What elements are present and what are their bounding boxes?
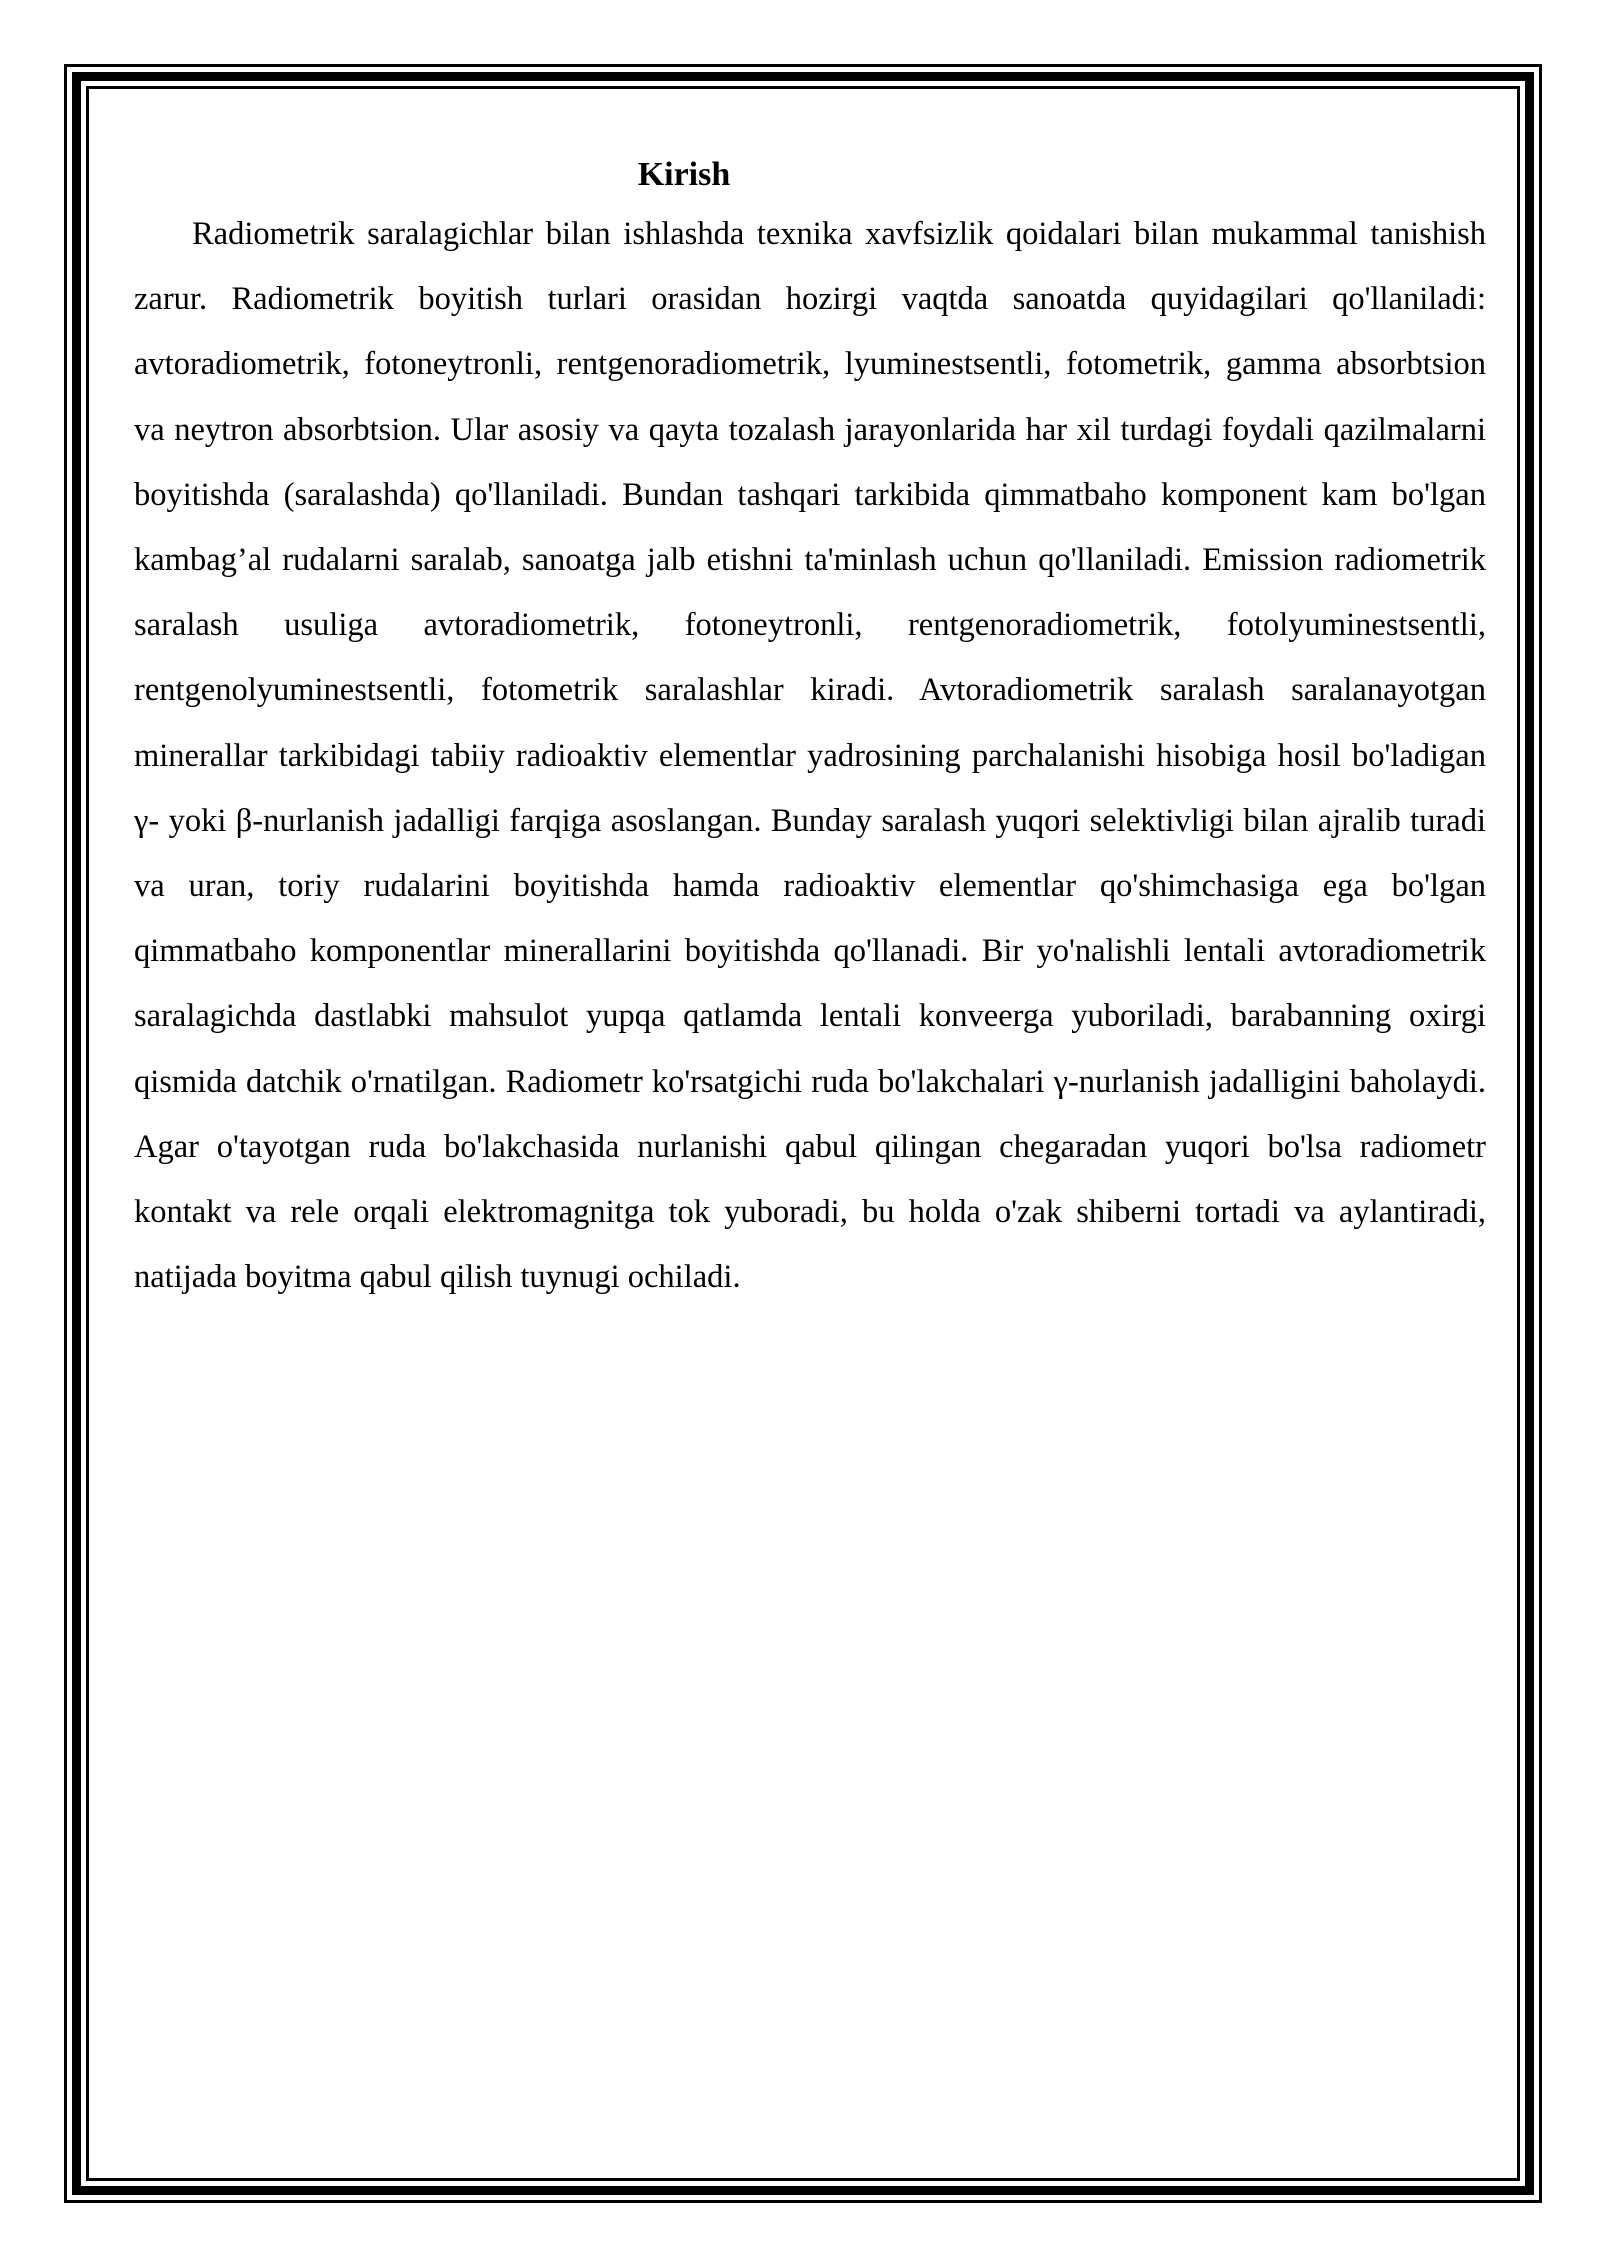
document-content [134, 148, 1486, 1310]
section-title: Kirish [637, 156, 731, 193]
body-paragraph: Radiometrik saralagichlar bilan ishlashda texnika xavfsizlik qoidalari bilan mukammal tanishish zarur. Radiometrik boyitish turlari orasidan hozirgi vaqtda sanoatda quyidagilari qo'llaniladi: avtoradiometrik, fotoneytronli, rentgenoradiometrik, lyuminestsentli, fotometrik, gamma absorbtsion va neytron absorbtsion. Ular asosiy va qayta tozalash jarayonlarida har xil turdagi foydali qazilmalarni boyitishda (saralashda) qo'llaniladi. Bundan tashqari tarkibida qimmatbaho komponent kam bo'lgan kambag’al rudalarni saralab, sanoatga jalb etishni ta'minlash uchun qo'llaniladi. Emission radiometrik saralash usuliga avtoradiometrik, fotoneytronli, rentgenoradiometrik, fotolyuminestsentli, rentgenolyuminestsentli, fotometrik saralashlar kiradi. Avtoradiometrik saralash saralanayotgan minerallar tarkibidagi tabiiy radioaktiv elementlar yadrosining parchalanishi hisobiga hosil bo'ladigan γ- yoki β-nurlanish jadalligi farqiga asoslangan. Bunday saralash yuqori selektivligi bilan ajralib turadi va uran, toriy rudalarini boyitishda hamda radioaktiv elementlar qo'shimchasiga ega bo'lgan qimmatbaho komponentlar minerallarini boyitishda qo'llanadi. Bir yo'nalishli lentali avtoradiometrik saralagichda dastlabki mahsulot yupqa qatlamda lentali konveerga yuboriladi, barabanning oxirgi qismida datchik o'rnatilgan. Radiometr ko'rsatgichi ruda bo'lakchalari γ-nurlanish jadalligini baholaydi. Agar o'tayotgan ruda bo'lakchasida nurlanishi qabul qilingan chegaradan yuqori bo'lsa radiometr kontakt va rele orqali elektromagnitga tok yuboradi, bu holda o'zak shiberni tortadi va aylantiradi, natijada boyitma qabul qilish tuynugi ochiladi. [134, 216, 1486, 1296]
